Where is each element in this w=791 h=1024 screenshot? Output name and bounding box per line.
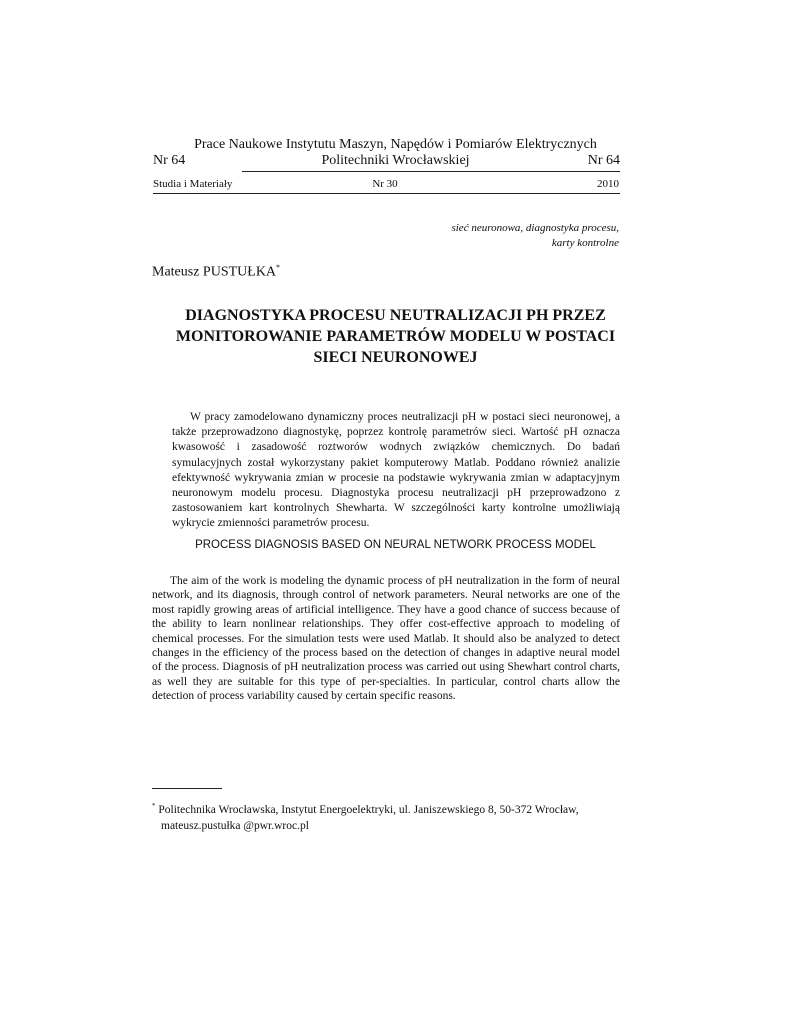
footnote <box>152 798 579 834</box>
journal-name-line2: Politechniki Wrocławskiej <box>321 153 470 168</box>
abstract-english <box>152 574 620 704</box>
footnote-email: mateusz.pustułka @pwr.wroc.pl <box>161 819 309 832</box>
keywords-line2: karty kontrolne <box>551 237 619 249</box>
series-issue: Nr 30 <box>372 178 398 190</box>
publication-year: 2010 <box>597 178 619 190</box>
header-rule <box>242 171 620 172</box>
issue-number-right: Nr 64 <box>587 153 620 168</box>
footnote-marker: * <box>152 802 156 810</box>
title-line1: DIAGNOSTYKA PROCESU NEUTRALIZACJI PH PRZEZ <box>185 307 606 324</box>
series-label: Studia i Materiały <box>153 178 233 190</box>
abstract-english-text: The aim of the work is modeling the dynamic process of pH neutralization in the form of neural network, and its diagnosis, through control of network parameters. Neural networks are one of the most rapidly growing areas of artificial intelligence. They have a good chance of success because of the ability to learn nonlinear relationships. They offer cost-effective approach to modeling of chemical processes. For the simulation tests were used Matlab. It should also be analyzed to detect changes in the efficiency of the process based on the detection of changes in adaptive neural model of the process. Diagnosis of pH neutralization process was carried out using Shewhart control charts, as well they are suitable for this type of per-specialties. In particular, control charts allow the detection of process variability caused by certain specific reasons. <box>152 575 620 703</box>
author-footnote-marker: * <box>276 263 281 272</box>
abstract-polish-text: W pracy zamodelowano dynamiczny proces neutralizacji pH w postaci sieci neuronowej, a także przeprowadzono diagnostykę, poprzez kontrolę parametrów sieci. Wartość pH oznacza kwasowość i zasadowość roztworów wodnych związków chemicznych. Do badań symulacyjnych został wykorzystany pakiet komputerowy Matlab. Poddano również analizie efektywność wykrywania zmian w procesie na podstawie wykrywania zmian w adaptacyjnym neuronowym modelu procesu. Diagnostyka procesu neutralizacji pH przeprowadzono z zastosowaniem kart kontrolnych Shewharta. W szczególności karty kontrolne umożliwiają wykrycie zmienności parametrów procesu. <box>172 411 620 530</box>
author <box>152 263 280 281</box>
english-title: PROCESS DIAGNOSIS BASED ON NEURAL NETWORK PROCESS MODEL <box>195 539 596 551</box>
header-bottom-rule <box>153 193 620 194</box>
issue-number-left: Nr 64 <box>153 153 186 168</box>
keywords-line1: sieć neuronowa, diagnostyka procesu, <box>451 222 619 234</box>
journal-name-line1: Prace Naukowe Instytutu Maszyn, Napędów i Pomiarów Elektrycznych <box>194 137 597 152</box>
footnote-affiliation: Politechnika Wrocławska, Instytut Energoelektryki, ul. Janiszewskiego 8, 50-372 Wrocław, <box>158 803 579 816</box>
paper-title <box>120 305 671 368</box>
author-name: Mateusz PUSTUŁKA <box>152 264 277 280</box>
footnote-rule <box>152 788 222 789</box>
title-line3: SIECI NEURONOWEJ <box>313 349 478 366</box>
abstract-polish <box>172 410 620 532</box>
title-line2: MONITOROWANIE PARAMETRÓW MODELU W POSTACI <box>175 328 616 345</box>
keywords <box>451 221 619 251</box>
